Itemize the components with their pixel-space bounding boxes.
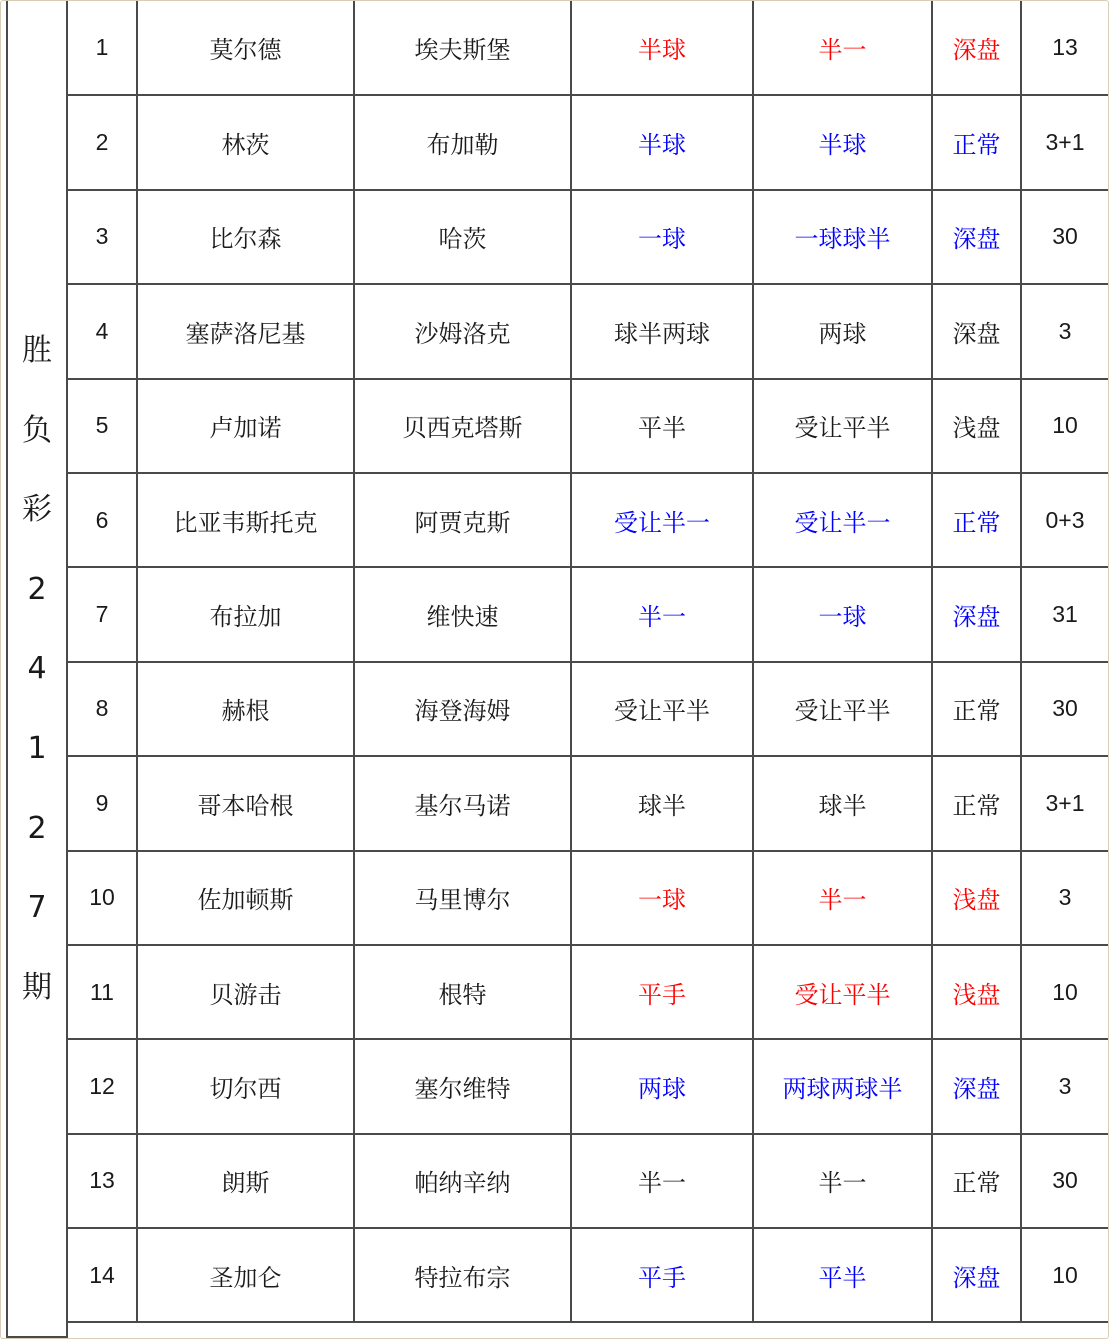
- handicap-initial: 半球: [571, 1, 753, 95]
- away-team: 塞尔维特: [354, 1039, 571, 1133]
- score-pick: 30: [1021, 1134, 1108, 1228]
- handicap-initial: 两球: [571, 1039, 753, 1133]
- handicap-current: 受让平半: [753, 662, 932, 756]
- match-number: 4: [68, 284, 137, 378]
- handicap-initial: 半球: [571, 95, 753, 189]
- away-team: 哈茨: [354, 190, 571, 284]
- home-team: 莫尔德: [137, 1, 354, 95]
- score-pick: 30: [1021, 662, 1108, 756]
- table-row: [68, 945, 1108, 1039]
- handicap-depth: 浅盘: [932, 851, 1021, 945]
- away-team: 阿贾克斯: [354, 473, 571, 567]
- handicap-initial: 受让半一: [571, 473, 753, 567]
- score-pick: 3: [1021, 851, 1108, 945]
- table-row: [68, 473, 1108, 567]
- handicap-depth: 深盘: [932, 1039, 1021, 1133]
- period-char: 2: [27, 571, 47, 607]
- match-number: 6: [68, 473, 137, 567]
- handicap-depth: 正常: [932, 95, 1021, 189]
- period-char: 7: [27, 890, 47, 926]
- handicap-depth: 正常: [932, 662, 1021, 756]
- table-row: [68, 1, 1108, 95]
- match-number: 10: [68, 851, 137, 945]
- score-pick: 3: [1021, 1039, 1108, 1133]
- home-team: 卢加诺: [137, 379, 354, 473]
- table-row: [68, 662, 1108, 756]
- handicap-current: 两球: [753, 284, 932, 378]
- home-team: 佐加顿斯: [137, 851, 354, 945]
- period-char: 负: [22, 412, 52, 448]
- handicap-current: 受让半一: [753, 473, 932, 567]
- match-number: 11: [68, 945, 137, 1039]
- handicap-current: 一球: [753, 567, 932, 661]
- match-number: 12: [68, 1039, 137, 1133]
- away-team: 埃夫斯堡: [354, 1, 571, 95]
- home-team: 切尔西: [137, 1039, 354, 1133]
- match-number: 9: [68, 756, 137, 850]
- period-label: [8, 311, 66, 1027]
- home-team: 林茨: [137, 95, 354, 189]
- handicap-depth: 深盘: [932, 1228, 1021, 1322]
- home-team: 比尔森: [137, 190, 354, 284]
- score-pick: 30: [1021, 190, 1108, 284]
- handicap-current: 半一: [753, 851, 932, 945]
- period-char: 胜: [22, 333, 52, 368]
- away-team: 特拉布宗: [354, 1228, 571, 1322]
- score-pick: 3: [1021, 284, 1108, 378]
- home-team: 比亚韦斯托克: [137, 473, 354, 567]
- table-row: [68, 95, 1108, 189]
- table-row: [68, 190, 1108, 284]
- handicap-initial: 平手: [571, 945, 753, 1039]
- handicap-current: 半一: [753, 1134, 932, 1228]
- score-pick: 0+3: [1021, 473, 1108, 567]
- match-number: 7: [68, 567, 137, 661]
- handicap-initial: 一球: [571, 851, 753, 945]
- handicap-depth: 正常: [932, 473, 1021, 567]
- period-char: 彩: [22, 492, 52, 528]
- home-team: 贝游击: [137, 945, 354, 1039]
- match-number: 3: [68, 190, 137, 284]
- table-row: [68, 284, 1108, 378]
- handicap-depth: 深盘: [932, 190, 1021, 284]
- table-row: [68, 756, 1108, 850]
- match-number: 14: [68, 1228, 137, 1322]
- handicap-depth: 浅盘: [932, 945, 1021, 1039]
- match-table-body: [68, 1, 1108, 1322]
- period-char: 1: [27, 730, 47, 766]
- handicap-initial: 球半两球: [571, 284, 753, 378]
- score-pick: 3+1: [1021, 95, 1108, 189]
- handicap-depth: 正常: [932, 756, 1021, 850]
- handicap-initial: 半一: [571, 1134, 753, 1228]
- handicap-initial: 受让平半: [571, 662, 753, 756]
- handicap-depth: 浅盘: [932, 379, 1021, 473]
- handicap-current: 半一: [753, 1, 932, 95]
- handicap-current: 受让平半: [753, 945, 932, 1039]
- home-team: 布拉加: [137, 567, 354, 661]
- handicap-initial: 平半: [571, 379, 753, 473]
- handicap-current: 半球: [753, 95, 932, 189]
- period-label-cell: [6, 1, 68, 1338]
- handicap-depth: 深盘: [932, 567, 1021, 661]
- handicap-initial: 半一: [571, 567, 753, 661]
- table-row: [68, 851, 1108, 945]
- period-char: 4: [27, 651, 47, 687]
- score-pick: 10: [1021, 1228, 1108, 1322]
- away-team: 沙姆洛克: [354, 284, 571, 378]
- handicap-depth: 深盘: [932, 1, 1021, 95]
- match-number: 5: [68, 379, 137, 473]
- away-team: 布加勒: [354, 95, 571, 189]
- home-team: 哥本哈根: [137, 756, 354, 850]
- table-row: [68, 379, 1108, 473]
- period-char: 期: [22, 969, 52, 1005]
- handicap-current: 球半: [753, 756, 932, 850]
- match-table: [68, 1, 1108, 1323]
- score-pick: 3+1: [1021, 756, 1108, 850]
- handicap-current: 两球两球半: [753, 1039, 932, 1133]
- away-team: 贝西克塔斯: [354, 379, 571, 473]
- away-team: 马里博尔: [354, 851, 571, 945]
- handicap-current: 平半: [753, 1228, 932, 1322]
- match-number: 2: [68, 95, 137, 189]
- away-team: 基尔马诺: [354, 756, 571, 850]
- away-team: 维快速: [354, 567, 571, 661]
- home-team: 朗斯: [137, 1134, 354, 1228]
- score-pick: 31: [1021, 567, 1108, 661]
- score-pick: 10: [1021, 379, 1108, 473]
- home-team: 圣加仑: [137, 1228, 354, 1322]
- period-char: 2: [27, 810, 47, 846]
- handicap-depth: 正常: [932, 1134, 1021, 1228]
- table-row: [68, 1134, 1108, 1228]
- score-pick: 13: [1021, 1, 1108, 95]
- match-number: 1: [68, 1, 137, 95]
- away-team: 帕纳辛纳: [354, 1134, 571, 1228]
- table-row: [68, 567, 1108, 661]
- handicap-initial: 球半: [571, 756, 753, 850]
- away-team: 根特: [354, 945, 571, 1039]
- handicap-initial: 平手: [571, 1228, 753, 1322]
- match-number: 8: [68, 662, 137, 756]
- score-pick: 10: [1021, 945, 1108, 1039]
- home-team: 塞萨洛尼基: [137, 284, 354, 378]
- handicap-current: 受让平半: [753, 379, 932, 473]
- handicap-depth: 深盘: [932, 284, 1021, 378]
- home-team: 赫根: [137, 662, 354, 756]
- away-team: 海登海姆: [354, 662, 571, 756]
- table-row: [68, 1039, 1108, 1133]
- handicap-current: 一球球半: [753, 190, 932, 284]
- match-number: 13: [68, 1134, 137, 1228]
- handicap-initial: 一球: [571, 190, 753, 284]
- table-row: [68, 1228, 1108, 1322]
